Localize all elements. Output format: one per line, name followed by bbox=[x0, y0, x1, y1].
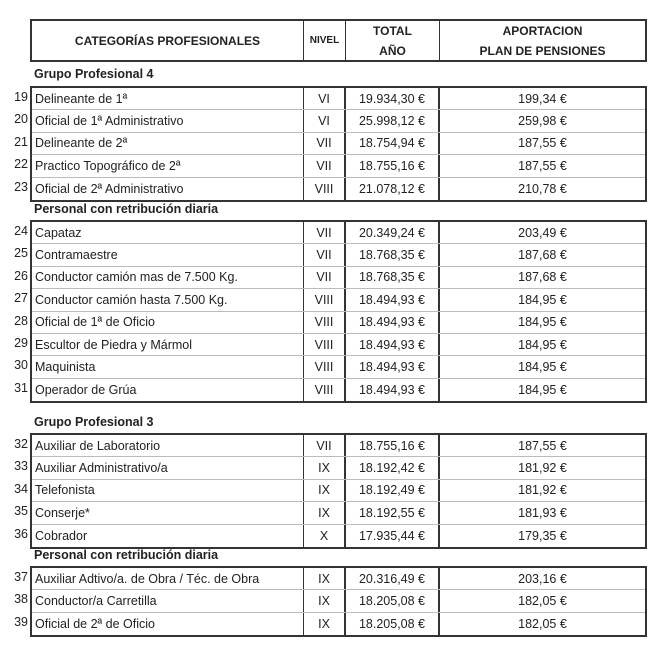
cell-nivel: IX bbox=[304, 480, 346, 501]
row-number: 36 bbox=[14, 526, 28, 541]
section-title: Grupo Profesional 3 bbox=[34, 415, 154, 429]
cell-total: 20.316,49 € bbox=[346, 568, 440, 589]
table-row bbox=[32, 178, 645, 200]
section-table bbox=[30, 566, 647, 637]
cell-categoria: Delineante de 1ª bbox=[32, 88, 304, 109]
cell-categoria: Auxiliar de Laboratorio bbox=[32, 435, 304, 456]
header-total-line1: TOTAL bbox=[373, 23, 412, 38]
cell-nivel: IX bbox=[304, 613, 346, 635]
table-row bbox=[32, 110, 645, 132]
cell-nivel: VIII bbox=[304, 289, 346, 310]
cell-aportacion: 187,55 € bbox=[518, 438, 567, 453]
cell-total: 18.494,93 € bbox=[346, 334, 440, 355]
row-number: 37 bbox=[14, 570, 28, 584]
cell-categoria: Maquinista bbox=[32, 356, 304, 377]
row-number: 25 bbox=[14, 246, 28, 261]
cell-nivel: VII bbox=[304, 222, 346, 243]
table-row bbox=[32, 133, 645, 155]
row-number: 28 bbox=[14, 313, 28, 328]
cell-categoria: Telefonista bbox=[32, 480, 304, 501]
cell-nivel: VIII bbox=[304, 379, 346, 401]
row-number: 32 bbox=[14, 437, 28, 451]
cell-nivel: VI bbox=[304, 110, 346, 131]
table-row bbox=[32, 88, 645, 110]
cell-nivel: VII bbox=[304, 155, 346, 176]
cell-nivel: VIII bbox=[304, 178, 346, 200]
table-row bbox=[32, 480, 645, 502]
cell-total: 19.934,30 € bbox=[346, 88, 440, 109]
cell-categoria: Escultor de Piedra y Mármol bbox=[32, 334, 304, 355]
cell-total: 20.349,24 € bbox=[346, 222, 440, 243]
cell-aportacion: 182,05 € bbox=[518, 616, 567, 631]
section-title: Grupo Profesional 4 bbox=[34, 67, 154, 81]
cell-categoria: Oficial de 2ª Administrativo bbox=[32, 178, 304, 200]
row-number: 20 bbox=[14, 112, 28, 127]
section-table bbox=[30, 220, 647, 403]
row-number: 39 bbox=[14, 614, 28, 629]
header-aportacion-line2: PLAN DE PENSIONES bbox=[479, 43, 606, 58]
cell-aportacion: 184,95 € bbox=[518, 292, 567, 307]
cell-aportacion: 179,35 € bbox=[518, 528, 567, 543]
cell-nivel: IX bbox=[304, 590, 346, 611]
header-aportacion bbox=[440, 21, 645, 60]
section-table bbox=[30, 86, 647, 202]
cell-nivel: VII bbox=[304, 435, 346, 456]
table-row bbox=[32, 502, 645, 524]
table-row bbox=[32, 334, 645, 356]
cell-total: 18.494,93 € bbox=[346, 289, 440, 310]
cell-nivel: IX bbox=[304, 568, 346, 589]
cell-total: 17.935,44 € bbox=[346, 525, 440, 547]
table-row bbox=[32, 613, 645, 635]
section-title: Personal con retribución diaria bbox=[34, 548, 219, 562]
cell-aportacion: 199,34 € bbox=[518, 91, 567, 106]
row-number: 31 bbox=[14, 380, 28, 395]
cell-aportacion: 187,55 € bbox=[518, 158, 567, 173]
cell-aportacion: 210,78 € bbox=[518, 181, 567, 196]
header-aportacion-line1: APORTACION bbox=[502, 23, 583, 38]
cell-categoria: Oficial de 1ª de Oficio bbox=[32, 312, 304, 333]
row-number: 24 bbox=[14, 224, 28, 238]
cell-categoria: Auxiliar Administrativo/a bbox=[32, 457, 304, 478]
cell-categoria: Capataz bbox=[32, 222, 304, 243]
cell-nivel: VI bbox=[304, 88, 346, 109]
row-number: 38 bbox=[14, 592, 28, 607]
table-row bbox=[32, 267, 645, 289]
row-number: 21 bbox=[14, 134, 28, 149]
cell-total: 18.755,16 € bbox=[346, 155, 440, 176]
cell-aportacion: 184,95 € bbox=[518, 382, 567, 397]
cell-categoria: Delineante de 2ª bbox=[32, 133, 304, 154]
cell-categoria: Auxiliar Adtivo/a. de Obra / Téc. de Obra bbox=[32, 568, 304, 589]
table-row bbox=[32, 590, 645, 612]
row-number: 26 bbox=[14, 268, 28, 283]
cell-aportacion: 184,95 € bbox=[518, 360, 567, 375]
table-row bbox=[32, 312, 645, 334]
cell-categoria: Conductor camión hasta 7.500 Kg. bbox=[32, 289, 304, 310]
cell-total: 21.078,12 € bbox=[346, 178, 440, 200]
cell-aportacion: 187,55 € bbox=[518, 136, 567, 151]
cell-categoria: Oficial de 2ª de Oficio bbox=[32, 613, 304, 635]
cell-aportacion: 184,95 € bbox=[518, 337, 567, 352]
row-number: 30 bbox=[14, 358, 28, 373]
header-total-line2: AÑO bbox=[379, 43, 406, 58]
cell-total: 18.754,94 € bbox=[346, 133, 440, 154]
row-number: 23 bbox=[14, 179, 28, 194]
cell-total: 18.755,16 € bbox=[346, 435, 440, 456]
cell-total: 25.998,12 € bbox=[346, 110, 440, 131]
table-header bbox=[30, 19, 647, 62]
row-number: 29 bbox=[14, 336, 28, 350]
cell-categoria: Oficial de 1ª Administrativo bbox=[32, 110, 304, 131]
cell-aportacion: 203,16 € bbox=[518, 571, 567, 586]
cell-total: 18.494,93 € bbox=[346, 379, 440, 401]
cell-aportacion: 187,68 € bbox=[518, 270, 567, 285]
cell-aportacion: 181,92 € bbox=[518, 461, 567, 476]
table-row bbox=[32, 155, 645, 177]
table-row bbox=[32, 457, 645, 479]
cell-total: 18.192,49 € bbox=[346, 480, 440, 501]
cell-aportacion: 187,68 € bbox=[518, 248, 567, 263]
cell-aportacion: 181,92 € bbox=[518, 483, 567, 498]
table-row bbox=[32, 222, 645, 244]
table-row bbox=[32, 435, 645, 457]
cell-total: 18.192,42 € bbox=[346, 457, 440, 478]
table-row bbox=[32, 379, 645, 401]
cell-categoria: Conductor/a Carretilla bbox=[32, 590, 304, 611]
table-row bbox=[32, 568, 645, 590]
cell-aportacion: 203,49 € bbox=[518, 225, 567, 240]
cell-total: 18.768,35 € bbox=[346, 267, 440, 288]
cell-nivel: IX bbox=[304, 457, 346, 478]
cell-total: 18.768,35 € bbox=[346, 244, 440, 265]
row-number: 19 bbox=[14, 90, 28, 104]
header-total bbox=[346, 21, 440, 60]
cell-nivel: VIII bbox=[304, 334, 346, 355]
cell-nivel: VII bbox=[304, 133, 346, 154]
row-number: 27 bbox=[14, 291, 28, 306]
table-row bbox=[32, 525, 645, 547]
row-number: 35 bbox=[14, 504, 28, 519]
row-number: 33 bbox=[14, 459, 28, 474]
cell-aportacion: 259,98 € bbox=[518, 114, 567, 129]
cell-total: 18.494,93 € bbox=[346, 356, 440, 377]
cell-nivel: VIII bbox=[304, 356, 346, 377]
table-row bbox=[32, 289, 645, 311]
cell-total: 18.494,93 € bbox=[346, 312, 440, 333]
cell-total: 18.192,55 € bbox=[346, 502, 440, 523]
cell-nivel: VII bbox=[304, 244, 346, 265]
cell-categoria: Contramaestre bbox=[32, 244, 304, 265]
cell-aportacion: 182,05 € bbox=[518, 594, 567, 609]
cell-nivel: IX bbox=[304, 502, 346, 523]
cell-categoria: Cobrador bbox=[32, 525, 304, 547]
row-number: 34 bbox=[14, 481, 28, 496]
cell-categoria: Conserje* bbox=[32, 502, 304, 523]
header-categorias: CATEGORÍAS PROFESIONALES bbox=[32, 21, 304, 60]
table-row bbox=[32, 356, 645, 378]
cell-aportacion: 184,95 € bbox=[518, 315, 567, 330]
cell-nivel: X bbox=[304, 525, 346, 547]
table-row bbox=[32, 244, 645, 266]
cell-nivel: VII bbox=[304, 267, 346, 288]
cell-categoria: Practico Topográfico de 2ª bbox=[32, 155, 304, 176]
row-number: 22 bbox=[14, 157, 28, 172]
cell-nivel: VIII bbox=[304, 312, 346, 333]
cell-aportacion: 181,93 € bbox=[518, 505, 567, 520]
cell-total: 18.205,08 € bbox=[346, 613, 440, 635]
header-nivel: NIVEL bbox=[304, 21, 346, 60]
section-title: Personal con retribución diaria bbox=[34, 202, 219, 216]
cell-categoria: Operador de Grúa bbox=[32, 379, 304, 401]
cell-total: 18.205,08 € bbox=[346, 590, 440, 611]
section-table bbox=[30, 433, 647, 549]
cell-categoria: Conductor camión mas de 7.500 Kg. bbox=[32, 267, 304, 288]
